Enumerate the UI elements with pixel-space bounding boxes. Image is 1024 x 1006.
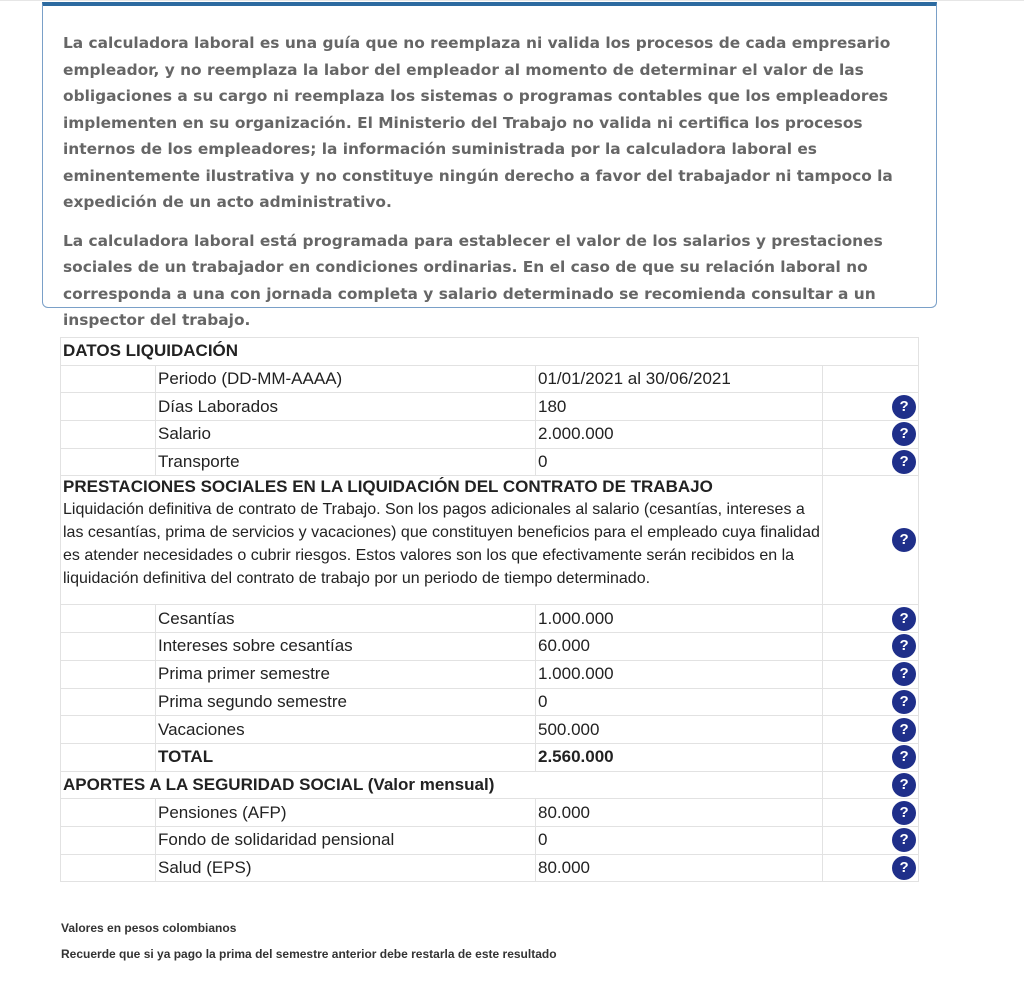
salario-value: 2.000.000 (536, 421, 823, 449)
table-row (61, 716, 919, 744)
question-mark-icon[interactable]: ? (892, 745, 916, 769)
table-row (61, 448, 919, 476)
question-mark-icon[interactable]: ? (892, 773, 916, 797)
prima-segundo-value: 0 (536, 688, 823, 716)
dias-laborados-value: 180 (536, 393, 823, 421)
table-row (61, 605, 919, 633)
table-row (61, 633, 919, 661)
datos-header-row (61, 338, 919, 366)
pensiones-value: 80.000 (536, 799, 823, 827)
top-divider (0, 0, 1024, 1)
transporte-label: Transporte (156, 448, 536, 476)
table-row (61, 854, 919, 882)
prima-note: Recuerde que si ya pago la prima del semestre anterior debe restarla de este resultado (61, 947, 557, 961)
table-row (61, 365, 919, 393)
question-mark-icon[interactable]: ? (892, 607, 916, 631)
table-row (61, 688, 919, 716)
prestaciones-description: Liquidación definitiva de contrato de Trabajo. Son los pagos adicionales al salario (cesantías, intereses a las cesantías, prima de servicios y vacaciones) que constituyen beneficios para el empleado cuya finalidad es atender necesidades o cubrir riesgos. Estos valores son los que efectivamente serán recibidos en la liquidación definitiva del contrato de trabajo por un periodo de tiempo determinado. (63, 501, 820, 588)
prestaciones-header-row (61, 476, 919, 605)
question-mark-icon[interactable]: ? (892, 690, 916, 714)
table-row (61, 826, 919, 854)
vacaciones-label: Vacaciones (156, 716, 536, 744)
total-label: TOTAL (156, 743, 536, 771)
question-mark-icon[interactable]: ? (892, 662, 916, 686)
disclaimer-paragraph-2: La calculadora laboral está programada para establecer el valor de los salarios y prestaciones sociales de un trabajador en condiciones ordinarias. En el caso de que su relación laboral no corresponda a una con jornada completa y salario determinado se recomienda consultar a un inspector del trabajo. (63, 231, 883, 329)
fondo-solidaridad-label: Fondo de solidaridad pensional (156, 826, 536, 854)
prima-primer-value: 1.000.000 (536, 660, 823, 688)
dias-laborados-label: Días Laborados (156, 393, 536, 421)
total-row (61, 743, 919, 771)
prestaciones-description-cell (61, 476, 823, 605)
prestaciones-title: PRESTACIONES SOCIALES EN LA LIQUIDACIÓN DEL CONTRATO DE TRABAJO (63, 477, 713, 497)
prima-segundo-label: Prima segundo semestre (156, 688, 536, 716)
salud-value: 80.000 (536, 854, 823, 882)
aportes-header-row (61, 771, 919, 799)
disclaimer-box (42, 2, 937, 329)
pensiones-label: Pensiones (AFP) (156, 799, 536, 827)
question-mark-icon[interactable]: ? (892, 718, 916, 742)
question-mark-icon[interactable]: ? (892, 395, 916, 419)
question-mark-icon[interactable]: ? (892, 450, 916, 474)
liquidation-table (60, 337, 919, 882)
question-mark-icon[interactable]: ? (892, 856, 916, 880)
intereses-value: 60.000 (536, 633, 823, 661)
question-mark-icon[interactable]: ? (892, 801, 916, 825)
aportes-title: APORTES A LA SEGURIDAD SOCIAL (Valor mensual) (61, 771, 823, 799)
fondo-solidaridad-value: 0 (536, 826, 823, 854)
salario-label: Salario (156, 421, 536, 449)
periodo-label: Periodo (DD-MM-AAAA) (156, 365, 536, 393)
vacaciones-value: 500.000 (536, 716, 823, 744)
table-row (61, 393, 919, 421)
cesantias-label: Cesantías (156, 605, 536, 633)
prima-primer-label: Prima primer semestre (156, 660, 536, 688)
disclaimer-paragraph-1: La calculadora laboral es una guía que no reemplaza ni valida los procesos de cada empresario empleador, y no reemplaza la labor del empleador al momento de determinar el valor de las obligaciones a su cargo ni reemplaza los sistemas o programas contables que los empleadores implementen en su organización. El Ministerio del Trabajo no valida ni certifica los procesos internos de los empleadores; la información suministrada por la calculadora laboral es eminentemente ilustrativa y no constituye ningún derecho a favor del trabajador ni tampoco la expedición de un acto administrativo. (63, 34, 893, 211)
table-row (61, 660, 919, 688)
periodo-value: 01/01/2021 al 30/06/2021 (536, 365, 823, 393)
question-mark-icon[interactable]: ? (892, 828, 916, 852)
intereses-label: Intereses sobre cesantías (156, 633, 536, 661)
question-mark-icon[interactable]: ? (892, 528, 916, 552)
datos-title: DATOS LIQUIDACIÓN (61, 338, 919, 366)
table-row (61, 421, 919, 449)
transporte-value: 0 (536, 448, 823, 476)
salud-label: Salud (EPS) (156, 854, 536, 882)
question-mark-icon[interactable]: ? (892, 422, 916, 446)
currency-note: Valores en pesos colombianos (61, 921, 237, 935)
total-value: 2.560.000 (536, 743, 823, 771)
table-row (61, 799, 919, 827)
question-mark-icon[interactable]: ? (892, 634, 916, 658)
cesantias-value: 1.000.000 (536, 605, 823, 633)
